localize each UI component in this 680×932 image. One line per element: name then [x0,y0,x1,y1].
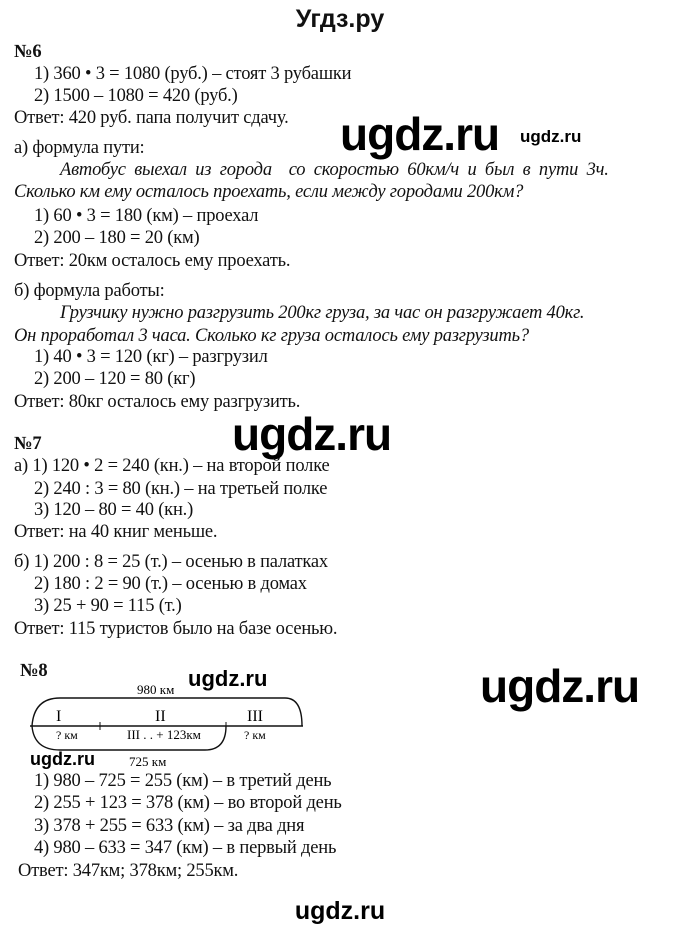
part-a-step-2: 2) 200 – 180 = 20 (км) [34,228,200,248]
task-7b-answer: Ответ: 115 туристов было на базе осенью. [14,619,338,639]
task-8-answer: Ответ: 347км; 378км; 255км. [18,861,239,881]
segment-3-unknown: ? км [244,728,266,742]
part-b-task-line-2: Он проработал 3 часа. Сколько кг груза осталось ему разгрузить? [14,326,529,346]
part-a-answer: Ответ: 20км осталось ему проехать. [14,251,291,271]
part-a-task-line-2: Сколько км ему осталось проехать, если между городами 200км? [14,182,524,202]
part-b-label: б) формула работы: [14,281,165,301]
watermark-large: ugdz.ru [232,408,392,460]
part-a-task-line-1: Автобус выехал из города со скоростью 60км/ч и был в пути 3ч. [60,160,609,180]
task-6-heading: №6 [14,42,42,62]
watermark-footer: ugdz.ru [294,897,386,925]
segment-1-unknown: ? км [56,728,78,742]
task-7b-step-3: 3) 25 + 90 = 115 (т.) [34,596,182,616]
watermark-medium: ugdz.ru [188,666,268,691]
task-7b-step-2: 2) 180 : 2 = 90 (т.) – осенью в домах [34,574,307,594]
task-7-heading: №7 [14,434,42,454]
task-7b-step-1: б) 1) 200 : 8 = 25 (т.) – осенью в палатках [14,552,328,572]
watermark-small: ugdz.ru [520,127,582,146]
segment-1-label: I [56,708,62,725]
segment-2-expression: III . . + 123км [127,727,201,742]
part-b-step-2: 2) 200 – 120 = 80 (кг) [34,369,196,389]
task-6-step-2: 2) 1500 – 1080 = 420 (руб.) [34,86,238,106]
task-7a-step-3: 3) 120 – 80 = 40 (кн.) [34,500,194,520]
segment-3-label: III [247,708,263,725]
task-8-step-4: 4) 980 – 633 = 347 (км) – в первый день [34,838,337,858]
watermark-large: ugdz.ru [480,660,640,712]
watermark-large: ugdz.ru [340,108,500,160]
part-a-step-1: 1) 60 • 3 = 180 (км) – проехал [34,206,259,226]
task-8-step-2: 2) 255 + 123 = 378 (км) – во второй день [34,793,342,813]
watermark-small: ugdz.ru [30,749,95,769]
task-8-step-1: 1) 980 – 725 = 255 (км) – в третий день [34,771,332,791]
task-8-step-3: 3) 378 + 255 = 633 (км) – за два дня [34,816,305,836]
total-label: 980 км [137,682,175,697]
part-b-task-line-1: Грузчику нужно разгрузить 200кг груза, за час он разгружает 40кг. [60,303,585,323]
task-7a-answer: Ответ: на 40 книг меньше. [14,522,218,542]
task-6-step-1: 1) 360 • 3 = 1080 (руб.) – стоят 3 рубашки [34,64,352,84]
part-b-answer: Ответ: 80кг осталось ему разгрузить. [14,392,301,412]
part-a-label: а) формула пути: [14,138,145,158]
task-8-heading: №8 [20,661,48,681]
bottom-label: 725 км [129,754,167,769]
segment-2-label: II [155,708,166,725]
task-7a-step-1: а) 1) 120 • 2 = 240 (кн.) – на второй полке [14,456,330,476]
task-7a-step-2: 2) 240 : 3 = 80 (кн.) – на третьей полке [34,479,328,499]
task-6-answer: Ответ: 420 руб. папа получит сдачу. [14,108,289,128]
site-title: Угдз.ру [295,5,385,33]
part-b-step-1: 1) 40 • 3 = 120 (кг) – разгрузил [34,347,268,367]
